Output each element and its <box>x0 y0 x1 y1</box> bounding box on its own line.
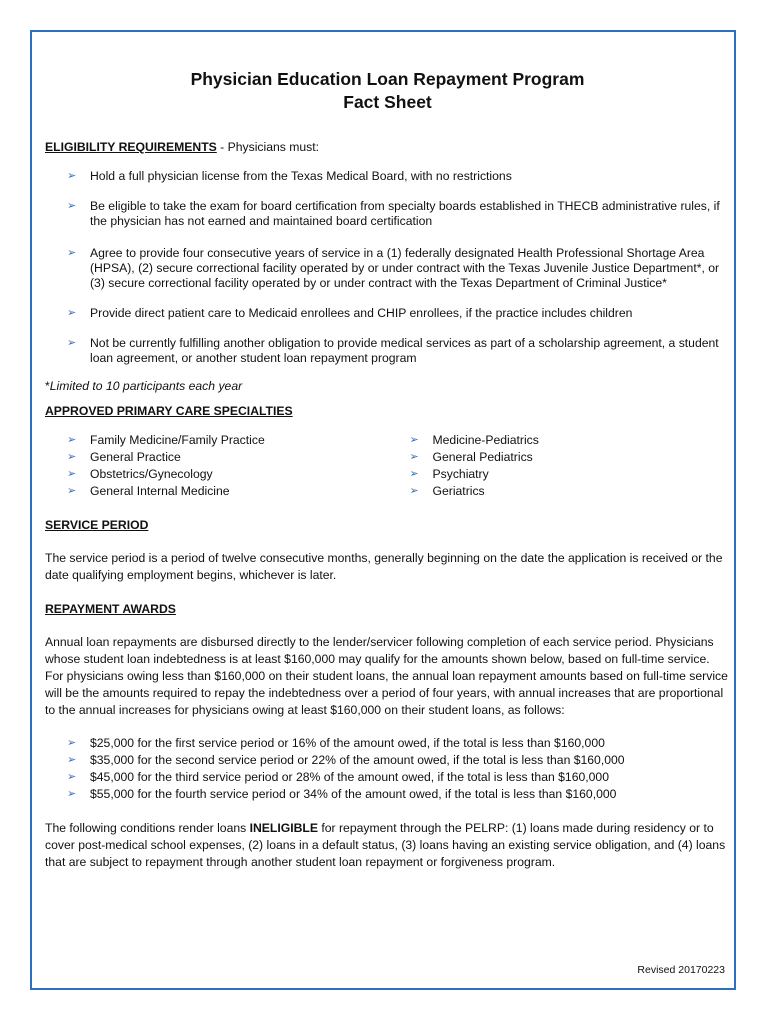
ineligible-text: The following conditions render loans INELIGIBLE for repayment through the PELRP: (1) loans made during residency or to cover post-medical school expenses, (2) loans in a default status, (3) loans having an existing service obligation, and (4) loans that are subject to repayment through another student loan repayment or forgiveness program. <box>45 821 726 869</box>
arrow-bullet-icon: ➢ <box>67 307 77 319</box>
arrow-bullet-icon: ➢ <box>67 170 77 182</box>
title-line-1: Physician Education Loan Repayment Program <box>190 69 585 89</box>
arrow-bullet-icon: ➢ <box>67 788 77 800</box>
arrow-bullet-icon: ➢ <box>67 200 77 212</box>
arrow-bullet-icon: ➢ <box>409 468 419 480</box>
list-item: ➢ Be eligible to take the exam for board certification from specialty boards established in THECB administrative rules, if the physician has not earned and maintained board certification <box>67 199 720 228</box>
list-item: ➢ $55,000 for the fourth service period or 34% of the amount owed, if the total is less than $160,000 <box>67 787 617 801</box>
arrow-bullet-icon: ➢ <box>67 754 77 766</box>
arrow-bullet-icon: ➢ <box>67 337 77 349</box>
list-item: ➢ Hold a full physician license from the Texas Medical Board, with no restrictions <box>67 169 512 183</box>
list-item: ➢ $35,000 for the second service period or 22% of the amount owed, if the total is less than $160,000 <box>67 753 625 767</box>
eligibility-list <box>45 169 730 366</box>
title-line-2: Fact Sheet <box>343 92 432 112</box>
list-item: ➢ Medicine-Pediatrics <box>409 433 539 447</box>
arrow-bullet-icon: ➢ <box>67 451 77 463</box>
list-item: ➢ Family Medicine/Family Practice <box>67 433 265 447</box>
service-period-text: The service period is a period of twelve consecutive months, generally beginning on the date the application is received or the date qualifying employment begins, whichever is later. <box>45 551 723 582</box>
list-item: ➢ Agree to provide four consecutive years of service in a (1) federally designated Health Professional Shortage Area (HPSA), (2) secure correctional facility operated by or under contract with the Texas Juvenile Justice Department*, or (3) secure correctional facility operated by or under contract with the Texas Department of Criminal Justice* <box>67 246 720 290</box>
arrow-bullet-icon: ➢ <box>67 771 77 783</box>
list-item: ➢ Provide direct patient care to Medicaid enrollees and CHIP enrollees, if the practice includes children <box>67 306 633 320</box>
arrow-bullet-icon: ➢ <box>67 434 77 446</box>
specialties-left-list <box>45 432 388 500</box>
list-item: ➢ General Pediatrics <box>409 450 533 464</box>
specialties-right-list <box>388 432 731 500</box>
specialties-heading: APPROVED PRIMARY CARE SPECIALTIES <box>45 404 293 418</box>
list-item: ➢ $25,000 for the first service period or 16% of the amount owed, if the total is less than $160,000 <box>67 736 605 750</box>
page-title <box>45 68 730 114</box>
specialties-columns <box>45 432 730 500</box>
revised-date: Revised 20170223 <box>637 964 725 976</box>
fact-sheet <box>45 68 730 871</box>
arrow-bullet-icon: ➢ <box>409 434 419 446</box>
arrow-bullet-icon: ➢ <box>409 451 419 463</box>
list-item: ➢ General Practice <box>67 450 181 464</box>
service-period-heading: SERVICE PERIOD <box>45 518 149 532</box>
repayment-heading: REPAYMENT AWARDS <box>45 602 176 616</box>
arrow-bullet-icon: ➢ <box>409 485 419 497</box>
eligibility-heading: ELIGIBILITY REQUIREMENTS <box>45 140 217 154</box>
list-item: ➢ Geriatrics <box>409 484 485 498</box>
list-item: ➢ General Internal Medicine <box>67 484 230 498</box>
arrow-bullet-icon: ➢ <box>67 737 77 749</box>
repayment-text: Annual loan repayments are disbursed directly to the lender/servicer following completion of each service period. Physicians whose student loan indebtedness is at least $160,000 may qualify for the amounts shown below, based on full-time service. For physicians owing less than $160,000 on their student loans, the annual loan repayment amounts based on full-time service will be the amounts required to repay the indebtedness over a period of four years, with annual increases that are proportional to the annual increases for physicians owing at least $160,000 on their student loans, as follows: <box>45 635 728 717</box>
eligibility-intro-text: - Physicians must: <box>216 140 320 154</box>
arrow-bullet-icon: ➢ <box>67 468 77 480</box>
eligibility-intro <box>45 139 730 156</box>
list-item: ➢ $45,000 for the third service period or 28% of the amount owed, if the total is less than $160,000 <box>67 770 609 784</box>
list-item: ➢ Psychiatry <box>409 467 489 481</box>
list-item: ➢ Obstetrics/Gynecology <box>67 467 213 481</box>
arrow-bullet-icon: ➢ <box>67 247 77 259</box>
list-item: ➢ Not be currently fulfilling another obligation to provide medical services as part of a scholarship agreement, a student loan agreement, or another student loan repayment program <box>67 336 719 365</box>
repayment-list <box>45 735 730 803</box>
participants-note: *Limited to 10 participants each year <box>45 379 243 393</box>
arrow-bullet-icon: ➢ <box>67 485 77 497</box>
